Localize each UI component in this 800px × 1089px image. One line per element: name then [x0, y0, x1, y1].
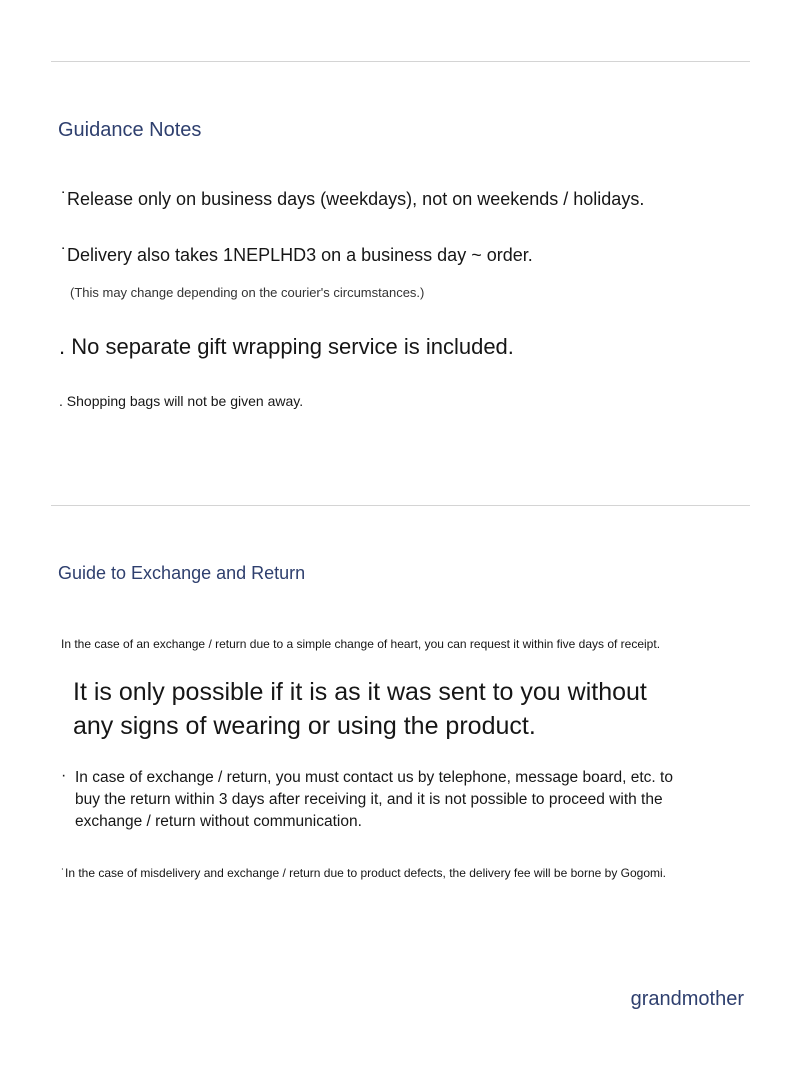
note-delivery-time: ˙Delivery also takes 1NEPLHD3 on a business day ~ order.: [61, 245, 533, 265]
contact-bullet: ·: [61, 767, 67, 784]
condition-line-2: any signs of wearing or using the product.: [73, 712, 536, 740]
contact-line-1: In case of exchange / return, you must contact us by telephone, message board, etc. to: [75, 769, 673, 786]
note-gift-wrapping: . No separate gift wrapping service is included.: [59, 334, 514, 359]
section-divider: [51, 505, 750, 506]
contact-line-3: exchange / return without communication.: [75, 813, 362, 830]
guidance-notes-heading: Guidance Notes: [58, 119, 202, 141]
exchange-period-note: In the case of an exchange / return due to a simple change of heart, you can request it within five days of receipt.: [61, 637, 661, 651]
condition-emphasis: [73, 675, 647, 743]
brand-name: grandmother: [630, 988, 744, 1010]
note-shopping-bags: . Shopping bags will not be given away.: [59, 393, 304, 409]
top-divider: [51, 61, 750, 62]
condition-line-1: It is only possible if it is as it was sent to you without: [73, 678, 647, 706]
note-business-days: ˙Release only on business days (weekdays), not on weekends / holidays.: [61, 189, 645, 209]
contact-requirement: [75, 767, 673, 833]
note-courier-caveat: (This may change depending on the courier's circumstances.): [70, 285, 425, 300]
misdelivery-fee-note: ˙In the case of misdelivery and exchange / return due to product defects, the delivery fee will be borne by Gogomi.: [61, 866, 666, 880]
exchange-return-heading: Guide to Exchange and Return: [58, 563, 306, 583]
contact-line-2: buy the return within 3 days after receiving it, and it is not possible to proceed with the: [75, 791, 663, 808]
